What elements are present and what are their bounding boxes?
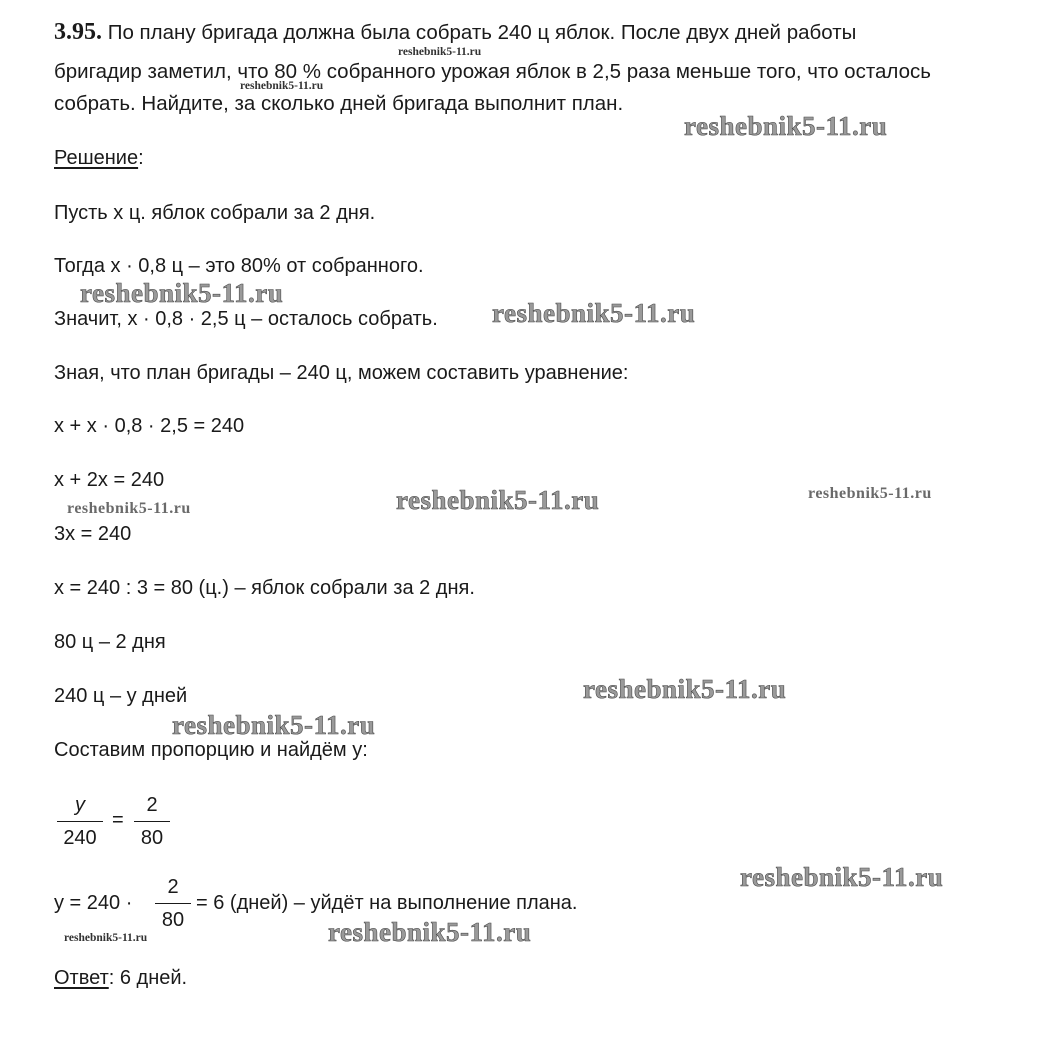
watermark: reshebnik5-11.ru — [583, 674, 787, 704]
fraction-denominator: 240 — [63, 827, 97, 849]
watermark: reshebnik5-11.ru — [328, 917, 532, 947]
watermark: reshebnik5-11.ru — [64, 932, 148, 944]
problem-line-3: собрать. Найдите, за сколько дней бригада выполнит план. — [54, 92, 624, 115]
fraction-bar — [134, 821, 170, 822]
watermark: reshebnik5-11.ru — [808, 485, 932, 502]
proportion-right-fraction — [132, 793, 172, 853]
answer-text: : 6 дней. — [108, 967, 188, 989]
problem-text-1: По плану бригада должна была собрать 240 ц яблок. После двух дней работы — [107, 21, 857, 44]
step-line: Значит, x · 0,8 · 2,5 ц – осталось собрать. — [54, 308, 438, 330]
proportion-left-fraction — [55, 793, 105, 853]
watermark: reshebnik5-11.ru — [172, 710, 376, 740]
final-suffix: = 6 (дней) – уйдёт на выполнение плана. — [196, 892, 578, 914]
step-line: Тогда x · 0,8 ц – это 80% от собранного. — [54, 255, 424, 277]
answer — [54, 966, 187, 990]
solution-heading-label: Решение — [54, 147, 139, 169]
fraction-numerator: 2 — [167, 876, 179, 898]
equation-line: x + 2x = 240 — [54, 469, 165, 491]
step-line: 240 ц – y дней — [54, 685, 188, 707]
step-line: 80 ц – 2 дня — [54, 631, 166, 653]
final-fraction — [153, 875, 193, 935]
fraction-denominator: 80 — [161, 909, 185, 931]
proportion-equals: = — [112, 809, 124, 831]
watermark: reshebnik5-11.ru — [684, 111, 888, 141]
answer-label: Ответ — [54, 967, 109, 989]
equation-line: x = 240 : 3 = 80 (ц.) – яблок собрали за 2 дня. — [54, 577, 475, 599]
problem-line-1 — [54, 20, 856, 45]
watermark: reshebnik5-11.ru — [398, 46, 482, 58]
fraction-numerator: y — [75, 794, 85, 816]
step-line: Пусть x ц. яблок собрали за 2 дня. — [54, 202, 376, 224]
fraction-bar — [57, 821, 103, 822]
step-line: Составим пропорцию и найдём y: — [54, 739, 368, 761]
fraction-numerator: 2 — [146, 794, 158, 816]
watermark: reshebnik5-11.ru — [740, 862, 944, 892]
solution-heading-colon: : — [138, 147, 144, 169]
final-prefix: y = 240 · — [54, 892, 133, 914]
watermark: reshebnik5-11.ru — [67, 500, 191, 517]
task-number: 3.95. — [54, 19, 102, 45]
fraction-denominator: 80 — [140, 827, 164, 849]
solution-heading — [54, 146, 144, 170]
watermark: reshebnik5-11.ru — [240, 80, 324, 92]
watermark: reshebnik5-11.ru — [492, 298, 696, 328]
problem-line-2: бригадир заметил, что 80 % собранного урожая яблок в 2,5 раза меньше того, что осталось — [54, 60, 931, 83]
watermark: reshebnik5-11.ru — [396, 485, 600, 515]
equation-line: 3x = 240 — [54, 523, 132, 545]
watermark: reshebnik5-11.ru — [80, 278, 284, 308]
step-line: Зная, что план бригады – 240 ц, можем составить уравнение: — [54, 362, 629, 384]
equation-line: x + x · 0,8 · 2,5 = 240 — [54, 415, 245, 437]
fraction-bar — [155, 903, 191, 904]
